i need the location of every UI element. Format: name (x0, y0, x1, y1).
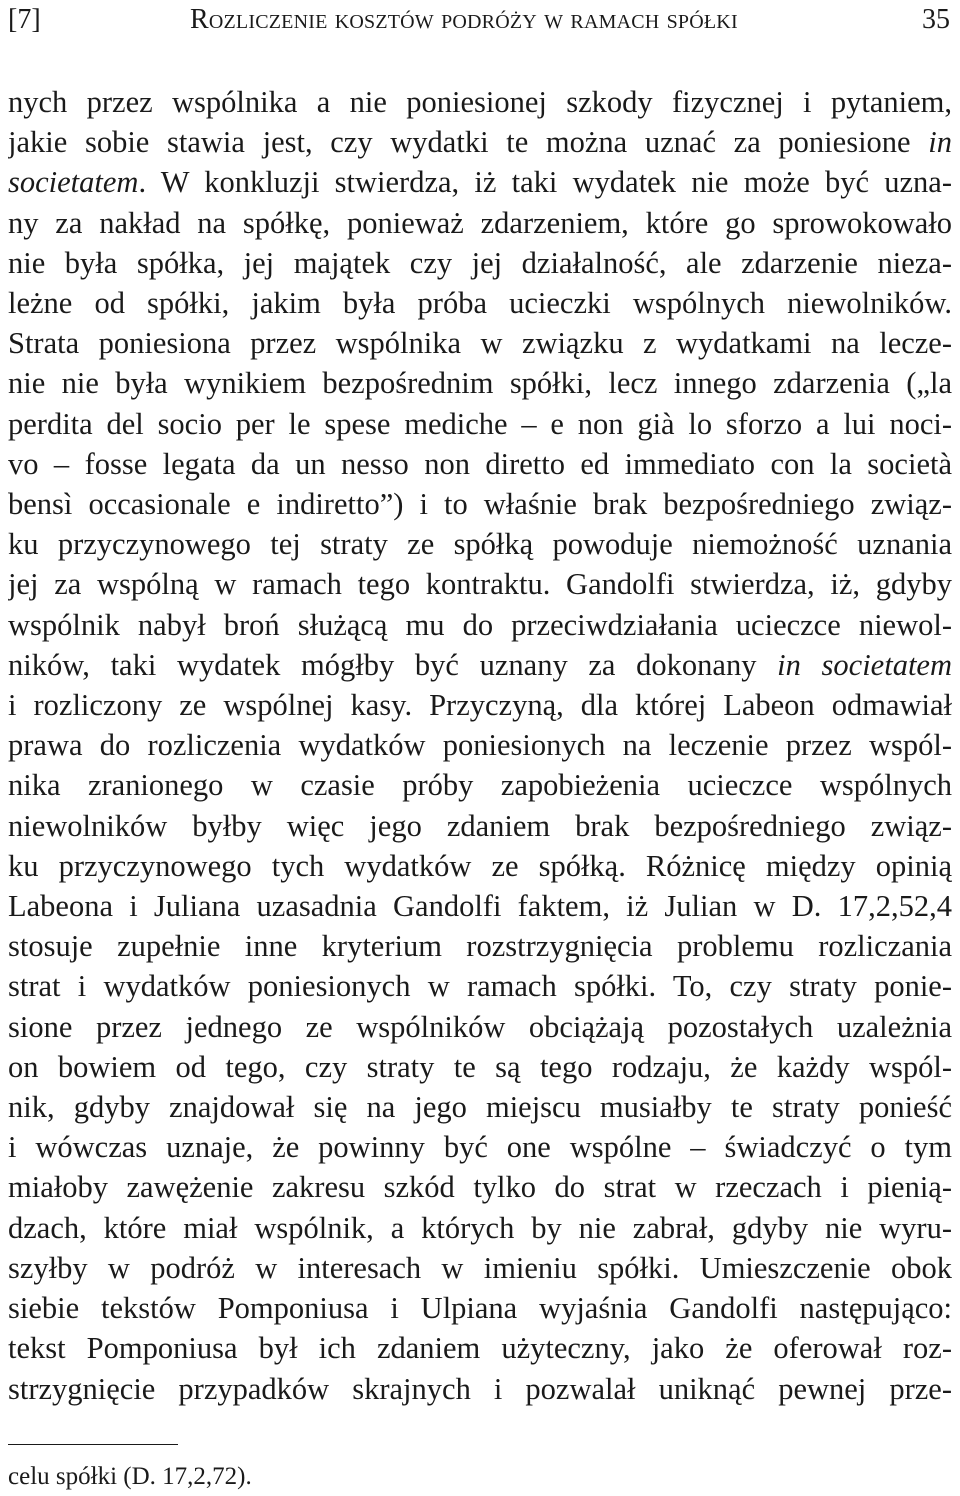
text-line: sione przez jednego ze wspólników obciążają pozostałych uzależnia (8, 1009, 952, 1044)
text-line: nie była spółka, jej majątek czy jej działalność, ale zdarzenie nieza- (8, 245, 952, 280)
text-line: nik, gdyby znajdował się na jego miejscu musiałby te straty ponieść (8, 1090, 952, 1125)
text-line: strzygnięcie przypadków skrajnych i pozwalał uniknąć pewnej prze- (8, 1371, 952, 1406)
running-header (8, 0, 950, 40)
text-line: leżne od spółki, jakim była próba ucieczki wspólnych niewolników. (8, 286, 952, 321)
text-line: jakie sobie stawia jest, czy wydatki te można uznać za poniesione in (8, 125, 952, 160)
text-line: perdita del socio per le spese mediche – e non già lo sforzo a lui noci- (8, 406, 952, 441)
text-line: ku przyczynowego tych wydatków ze spółką. Różnicę między opinią (8, 848, 952, 883)
text-line: nych przez wspólnika a nie poniesionej szkody fizycznej i pytaniem, (8, 85, 952, 119)
footnote-rule (8, 1444, 178, 1445)
text-line: ników, taki wydatek mógłby być uznany za dokonany in societatem (8, 647, 952, 682)
text-line: i wówczas uznaje, że powinny być one wspólne – świadczyć o tym (8, 1130, 952, 1165)
text-line: dzach, które miał wspólnik, a których by nie zabrał, gdyby nie wyru- (8, 1210, 952, 1245)
text-line: stosuje zupełnie inne kryterium rozstrzygnięcia problemu rozliczania (8, 929, 952, 964)
text-line: ku przyczynowego tej straty ze spółką powoduje niemożność uznania (8, 527, 952, 562)
text-line: ny za nakład na spółkę, ponieważ zdarzeniem, które go sprowokowało (8, 205, 952, 240)
text-line: nika zranionego w czasie próby zapobieżenia ucieczce wspólnych (8, 768, 952, 803)
text-line: vo – fosse legata da un nesso non diretto ed immediato con la società (8, 446, 952, 481)
text-line: bensì occasionale e indiretto”) i to właśnie brak bezpośredniego związ- (8, 487, 952, 522)
text-line: siebie tekstów Pomponiusa i Ulpiana wyjaśnia Gandolfi następująco: (8, 1291, 952, 1326)
text-line: wspólnik nabył broń służącą mu do przeciwdziałania ucieczce niewol- (8, 607, 952, 642)
text-line: miałoby zawężenie zakresu szkód tylko do strat w rzeczach i pienią- (8, 1170, 952, 1205)
text-line: societatem. W konkluzji stwierdza, iż taki wydatek nie może być uzna- (8, 165, 952, 200)
running-title: Rozliczenie kosztów podróży w ramach spółki (190, 4, 738, 35)
footnote-text: celu spółki (D. 17,2,72). (8, 1463, 252, 1490)
text-line: tekst Pomponiusa był ich zdaniem użyteczny, jako że oferował roz- (8, 1331, 952, 1366)
page-number: 35 (922, 4, 950, 35)
text-line: strat i wydatków poniesionych w ramach spółki. To, czy straty ponie- (8, 969, 952, 1004)
text-line: Labeona i Juliana uzasadnia Gandolfi faktem, iż Julian w D. 17,2,52,4 (8, 889, 952, 924)
text-line: szyłby w podróż w interesach w imieniu spółki. Umieszczenie obok (8, 1250, 952, 1285)
section-marker: [7] (8, 4, 41, 35)
text-line: prawa do rozliczenia wydatków poniesionych na leczenie przez wspól- (8, 728, 952, 763)
text-line: Strata poniesiona przez wspólnika w związku z wydatkami na lecze- (8, 326, 952, 361)
text-line: jej za wspólną w ramach tego kontraktu. Gandolfi stwierdza, iż, gdyby (8, 567, 952, 602)
main-text-block (8, 82, 952, 1409)
text-line: i rozliczony ze wspólnej kasy. Przyczyną, dla której Labeon odmawiał (8, 688, 952, 723)
text-line: on bowiem od tego, czy straty te są tego rodzaju, że każdy wspól- (8, 1049, 952, 1084)
text-line: niewolników byłby więc jego zdaniem brak bezpośredniego związ- (8, 808, 952, 843)
text-line: nie nie była wynikiem bezpośrednim spółki, lecz innego zdarzenia („la (8, 366, 952, 401)
